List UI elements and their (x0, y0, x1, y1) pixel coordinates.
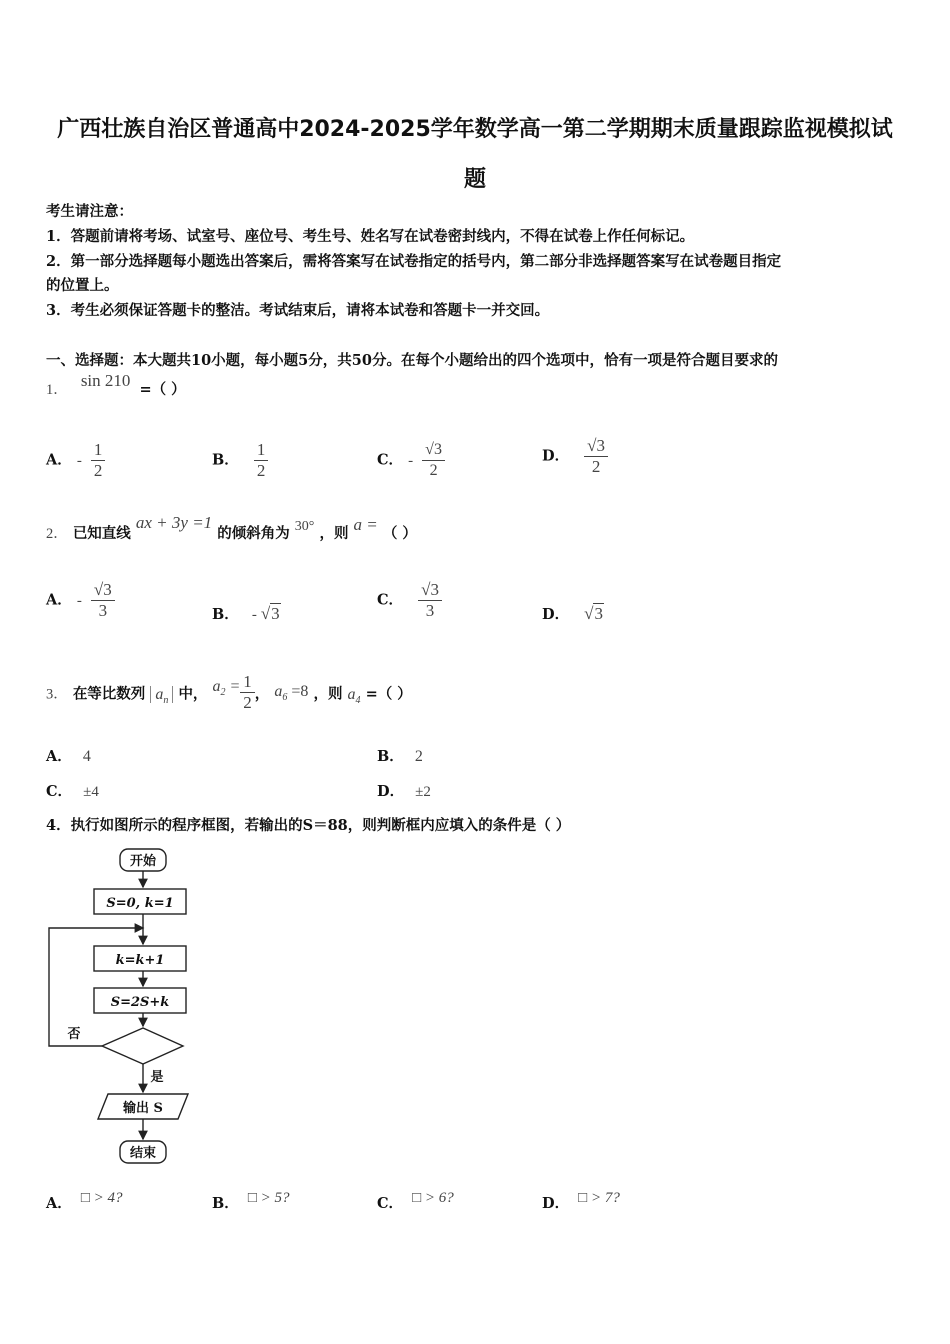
option-sqrt: √3 (260, 604, 280, 623)
q2-option-d[interactable] (542, 603, 604, 624)
option-fraction (422, 440, 445, 481)
q3-a2-fraction (240, 672, 255, 713)
option-value: ±4 (83, 784, 99, 800)
q2-tail: （ ） (382, 525, 417, 542)
separator: ， (254, 685, 270, 703)
q1-tail: =（ ） (139, 381, 186, 398)
flow-step1-label: k=k+1 (115, 953, 165, 968)
option-value: □ > 5? (247, 1190, 290, 1206)
q1-expression: sin 210 (80, 371, 131, 390)
option-label: D． (377, 783, 405, 800)
notice-heading: 考生请注意： (46, 203, 133, 220)
q3-a6 (274, 682, 309, 703)
option-label: B． (212, 451, 239, 469)
q4-option-a[interactable] (46, 1192, 123, 1213)
option-value: 4 (82, 748, 91, 765)
option-label: B． (212, 1195, 239, 1212)
option-label: A． (46, 591, 72, 609)
term-subscript: 6 (282, 691, 288, 703)
term-value: =8 (291, 682, 309, 700)
q2-text: ，则 (319, 525, 349, 542)
option-value: □ > 7? (578, 1190, 620, 1206)
question-number: 3． (46, 686, 68, 703)
fraction-denominator: 2 (591, 457, 601, 476)
fraction-denominator: 2 (93, 461, 103, 480)
fraction-denominator: 3 (425, 601, 435, 620)
option-value: 2 (414, 748, 423, 765)
flow-start-label: 开始 (129, 854, 157, 869)
sequence-subscript: n (163, 694, 169, 706)
q3-a4 (347, 685, 361, 706)
q1-option-b[interactable] (212, 440, 268, 481)
radicand: 3 (594, 604, 603, 623)
question-3 (46, 672, 412, 713)
fraction-numerator: √3 (422, 440, 445, 461)
radicand: 3 (271, 604, 280, 623)
option-sign: - (76, 592, 82, 609)
q1-option-c[interactable] (377, 440, 445, 481)
q3-option-d[interactable] (377, 780, 431, 801)
flow-step2-label: S=2S+k (110, 995, 170, 1010)
notice-item-2-cont: 的位置上。 (46, 277, 119, 294)
q4-option-d[interactable] (542, 1192, 620, 1213)
section-heading: 一、选择题：本大题共10小题，每小题5分，共50分。在每个小题给出的四个选项中，恰有一项是符合题目要求的 (46, 352, 778, 369)
option-sqrt: √3 (584, 604, 603, 623)
option-label: B． (212, 606, 239, 623)
option-sign: - (408, 452, 414, 469)
fraction-denominator: 2 (243, 693, 252, 712)
q3-text: 在等比数列 (72, 685, 146, 703)
option-fraction (254, 440, 269, 481)
option-value: □ > 4? (80, 1190, 123, 1206)
flowchart (40, 842, 200, 1172)
q2-option-b[interactable] (212, 603, 281, 624)
option-label: B． (377, 748, 404, 765)
option-label: C． (377, 451, 404, 469)
option-label: D． (542, 447, 570, 465)
option-sign: - (76, 452, 82, 469)
q3-text: ，则 (313, 685, 343, 703)
term-symbol: a (347, 685, 356, 703)
option-fraction (91, 580, 115, 621)
option-label: C． (46, 783, 73, 800)
q2-option-c[interactable] (377, 580, 442, 621)
notice-item-1: 1．答题前请将考场、试室号、座位号、考生号、姓名写在试卷密封线内，不得在试卷上作任何标记。 (46, 228, 695, 245)
fraction-denominator: 2 (256, 461, 266, 480)
term-symbol: a (212, 677, 221, 695)
q3-sequence (150, 685, 173, 706)
q3-text: 中， (178, 685, 208, 703)
flow-init-label: S=0, k=1 (106, 896, 174, 911)
q2-angle: 30° (294, 519, 315, 534)
fraction-numerator: √3 (584, 436, 608, 457)
q2-variable: a = (353, 515, 378, 534)
question-number: 4． (46, 817, 71, 834)
q3-option-b[interactable] (377, 745, 423, 766)
q3-option-a[interactable] (46, 745, 91, 766)
question-4 (46, 814, 570, 835)
fraction-denominator: 2 (429, 462, 438, 479)
term-symbol: a (274, 682, 283, 700)
page-title-line-2: 题 (463, 167, 486, 192)
option-value: ±2 (415, 784, 431, 800)
option-label: A． (46, 748, 72, 765)
q2-line-equation: ax + 3y =1 (135, 513, 213, 532)
fraction-numerator: √3 (418, 580, 442, 601)
question-2 (46, 513, 417, 543)
option-fraction (418, 580, 442, 621)
fraction-numerator: 1 (240, 672, 255, 693)
option-label: A． (46, 451, 72, 469)
option-value: □ > 6? (412, 1190, 454, 1206)
q2-text: 已知直线 (72, 525, 131, 542)
equals-sign: = (229, 677, 241, 695)
term-subscript: 4 (355, 694, 361, 706)
fraction-numerator: √3 (91, 580, 115, 601)
sequence-symbol: a (155, 685, 164, 703)
option-label: D． (542, 1195, 570, 1212)
option-label: A． (46, 1195, 72, 1212)
flow-output-label: 输出 S (123, 1101, 163, 1116)
q4-text: 执行如图所示的程序框图，若输出的S＝88，则判断框内应填入的条件是（ ） (70, 817, 571, 834)
q4-option-c[interactable] (377, 1192, 454, 1213)
flow-decision-diamond (102, 1028, 183, 1064)
question-number: 1． (46, 382, 68, 398)
term-subscript: 2 (220, 686, 226, 698)
option-label: C． (377, 1195, 404, 1212)
question-number: 2． (46, 526, 68, 542)
q2-option-a[interactable] (46, 580, 115, 621)
fraction-denominator: 3 (98, 601, 108, 620)
q4-option-b[interactable] (212, 1192, 290, 1213)
q2-text: 的倾斜角为 (217, 525, 290, 542)
fraction-numerator: 1 (254, 440, 269, 461)
option-fraction (584, 436, 608, 477)
q3-tail: =（ ） (365, 685, 412, 703)
option-sign: - (251, 607, 257, 623)
q3-option-c[interactable] (46, 780, 99, 801)
fraction-numerator: 1 (91, 440, 106, 461)
flow-end-label: 结束 (129, 1146, 157, 1161)
flow-yes-label: 是 (150, 1070, 164, 1085)
option-label: C． (377, 591, 404, 609)
q1-option-a[interactable] (46, 440, 105, 481)
page-title-line-1: 广西壮族自治区普通高中2024-2025学年数学高一第二学期期末质量跟踪监视模拟试 (57, 117, 893, 142)
q3-a2 (212, 677, 241, 698)
option-label: D． (542, 606, 570, 623)
notice-item-3: 3．考生必须保证答题卡的整洁。考试结束后，请将本试卷和答题卡一并交回。 (46, 302, 550, 319)
q1-option-d[interactable] (542, 436, 608, 477)
option-fraction (91, 440, 106, 481)
question-1 (46, 371, 186, 399)
flow-no-label: 否 (67, 1027, 81, 1042)
notice-item-2: 2．第一部分选择题每小题选出答案后，需将答案写在试卷指定的括号内，第二部分非选择题答案写在试卷题目指定 (46, 253, 782, 270)
